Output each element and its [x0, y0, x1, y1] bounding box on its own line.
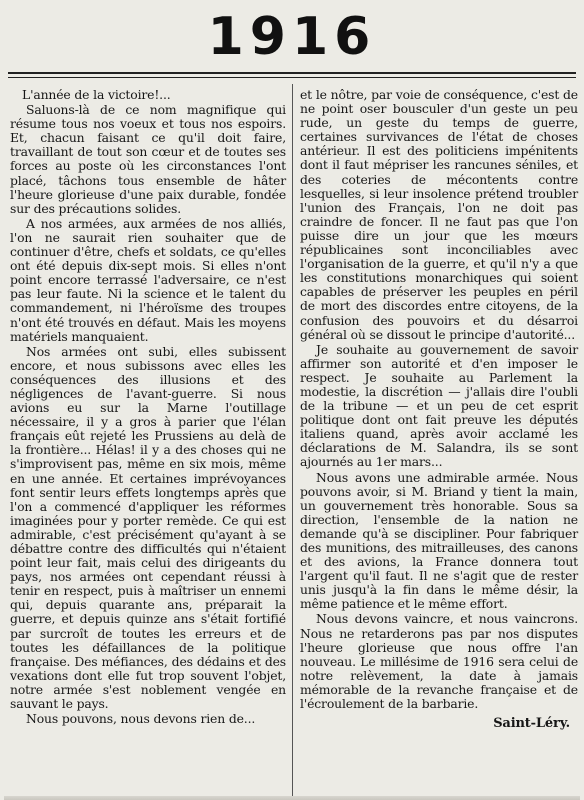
- left-column: [10, 88, 286, 727]
- headline-rule-thin: [8, 77, 576, 78]
- headline-title: 1916: [207, 7, 377, 67]
- article-paragraph: Nous avons une admirable armée. Nous pouvons avoir, si M. Briand y tient la main, un gouvernement très honorable. Sous sa direction, l'ensemble de la nation ne demande qu'à se discipliner. Pour fabriquer des munitions, des mitrailleuses, des canons et des avions, la France donnera tout l'argent qu'il faut. Il ne s'agit que de rester unis jusqu'à la fin dans le même désir, la même patience et le même effort.: [300, 469, 578, 612]
- article-paragraph: et le nôtre, par voie de conséquence, c'est de ne point oser bousculer d'un geste un peu rude, un geste du temps de guerre, certaines survivances de l'état de choses antérieur. Il est des politiciens impénitents dont il faut mépriser les rancunes séniles, et des coteries de mécontents contre lesquelles, si leur insolence prétend troubler l'union des Français, l'on ne doit pas craindre de foncer. Il ne faut pas que l'on puisse dire un jour que les mœurs républicaines sont inconciliables avec l'organisation de la guerre, et qu'il n'y a que les constitutions monarchiques qui soient capables de préserver les peuples en péril de mort des discordes entre citoyens, de la confusion des pouvoirs et du désarroi général où se dissout le principe d'autorité...: [300, 87, 578, 342]
- headline-rule: [8, 72, 576, 74]
- right-column: [300, 88, 578, 731]
- article-paragraph: Nous devons vaincre, et nous vaincrons. Nous ne retarderons pas par nos disputes l'heure glorieuse que nous offre l'an nouveau. Le millésime de 1916 sera celui de notre relèvement, la date à jamais mémorable de la revanche française et de l'écroulement de la barbarie.: [300, 611, 578, 712]
- article-paragraph: Nos armées ont subi, elles subissent encore, et nous subissons avec elles les conséquences des illusions et des négligences de l'avant-guerre. Si nous avions eu sur la Marne l'outillage nécessaire, il y a gros à parier que l'élan français eût rejeté les Prussiens au delà de la frontière... Hélas! il y a des choses qui ne s'improvisent pas, même en six mois, même en une année. Et certaines imprévoyances font sentir leurs effets longtemps après que l'on a commencé d'appliquer les réformes imaginées pour y porter remède. Ce qui est admirable, c'est précisément qu'ayant à se débattre contre des difficultés qui n'étaient point leur fait, mais celui des dirigeants du pays, nos armées ont cependant réussi à tenir en respect, puis à maîtriser un ennemi qui, depuis quarante ans, préparait la guerre, et depuis quinze ans s'était fortifié par surcroît de toutes les erreurs et de toutes les défaillances de la politique française. Des méfiances, des dédains et des vexations dont elle fut trop souvent l'objet, notre armée s'est noblement vengée en sauvant le pays.: [10, 343, 286, 712]
- article-paragraph: L'année de la victoire!...: [22, 87, 171, 102]
- article-paragraph: A nos armées, aux armées de nos alliés, l'on ne saurait rien souhaiter que de continuer d'être, chefs et soldats, ce qu'elles ont été depuis dix-sept mois. Si elles n'ont point encore terrassé l'adversaire, ce n'est pas leur faute. Ni la science et le talent du commandement, ni l'héroïsme des troupes n'ont été trouvés en défaut. Mais les moyens matériels manquaient.: [10, 215, 286, 344]
- page-bottom-edge: [4, 796, 580, 800]
- article-paragraph: Nous pouvons, nous devons rien de...: [26, 711, 256, 727]
- column-separator: [292, 84, 293, 800]
- article-paragraph: Saluons-là de ce nom magnifique qui résume tous nos voeux et tous nos espoirs. Et, chacun faisant ce qu'il doit faire, travaillant de tout son cœur et de toutes ses forces au poste où les circonstances l'ont placé, tâchons tous ensemble de hâter l'heure glorieuse d'une paix durable, fondée sur des précautions solides.: [10, 102, 286, 216]
- author-signature: Saint-Léry.: [493, 716, 570, 732]
- article-paragraph: Je souhaite au gouvernement de savoir affirmer son autorité et d'en imposer le respect. Je souhaite au Parlement la modestie, la discrétion — j'allais dire l'oubli de la tribune — et un peu de cet esprit politique dont ont fait preuve les députés italiens quand, après avoir acclamé les déclarations de M. Salandra, ils se sont ajournés au 1er mars...: [300, 341, 578, 470]
